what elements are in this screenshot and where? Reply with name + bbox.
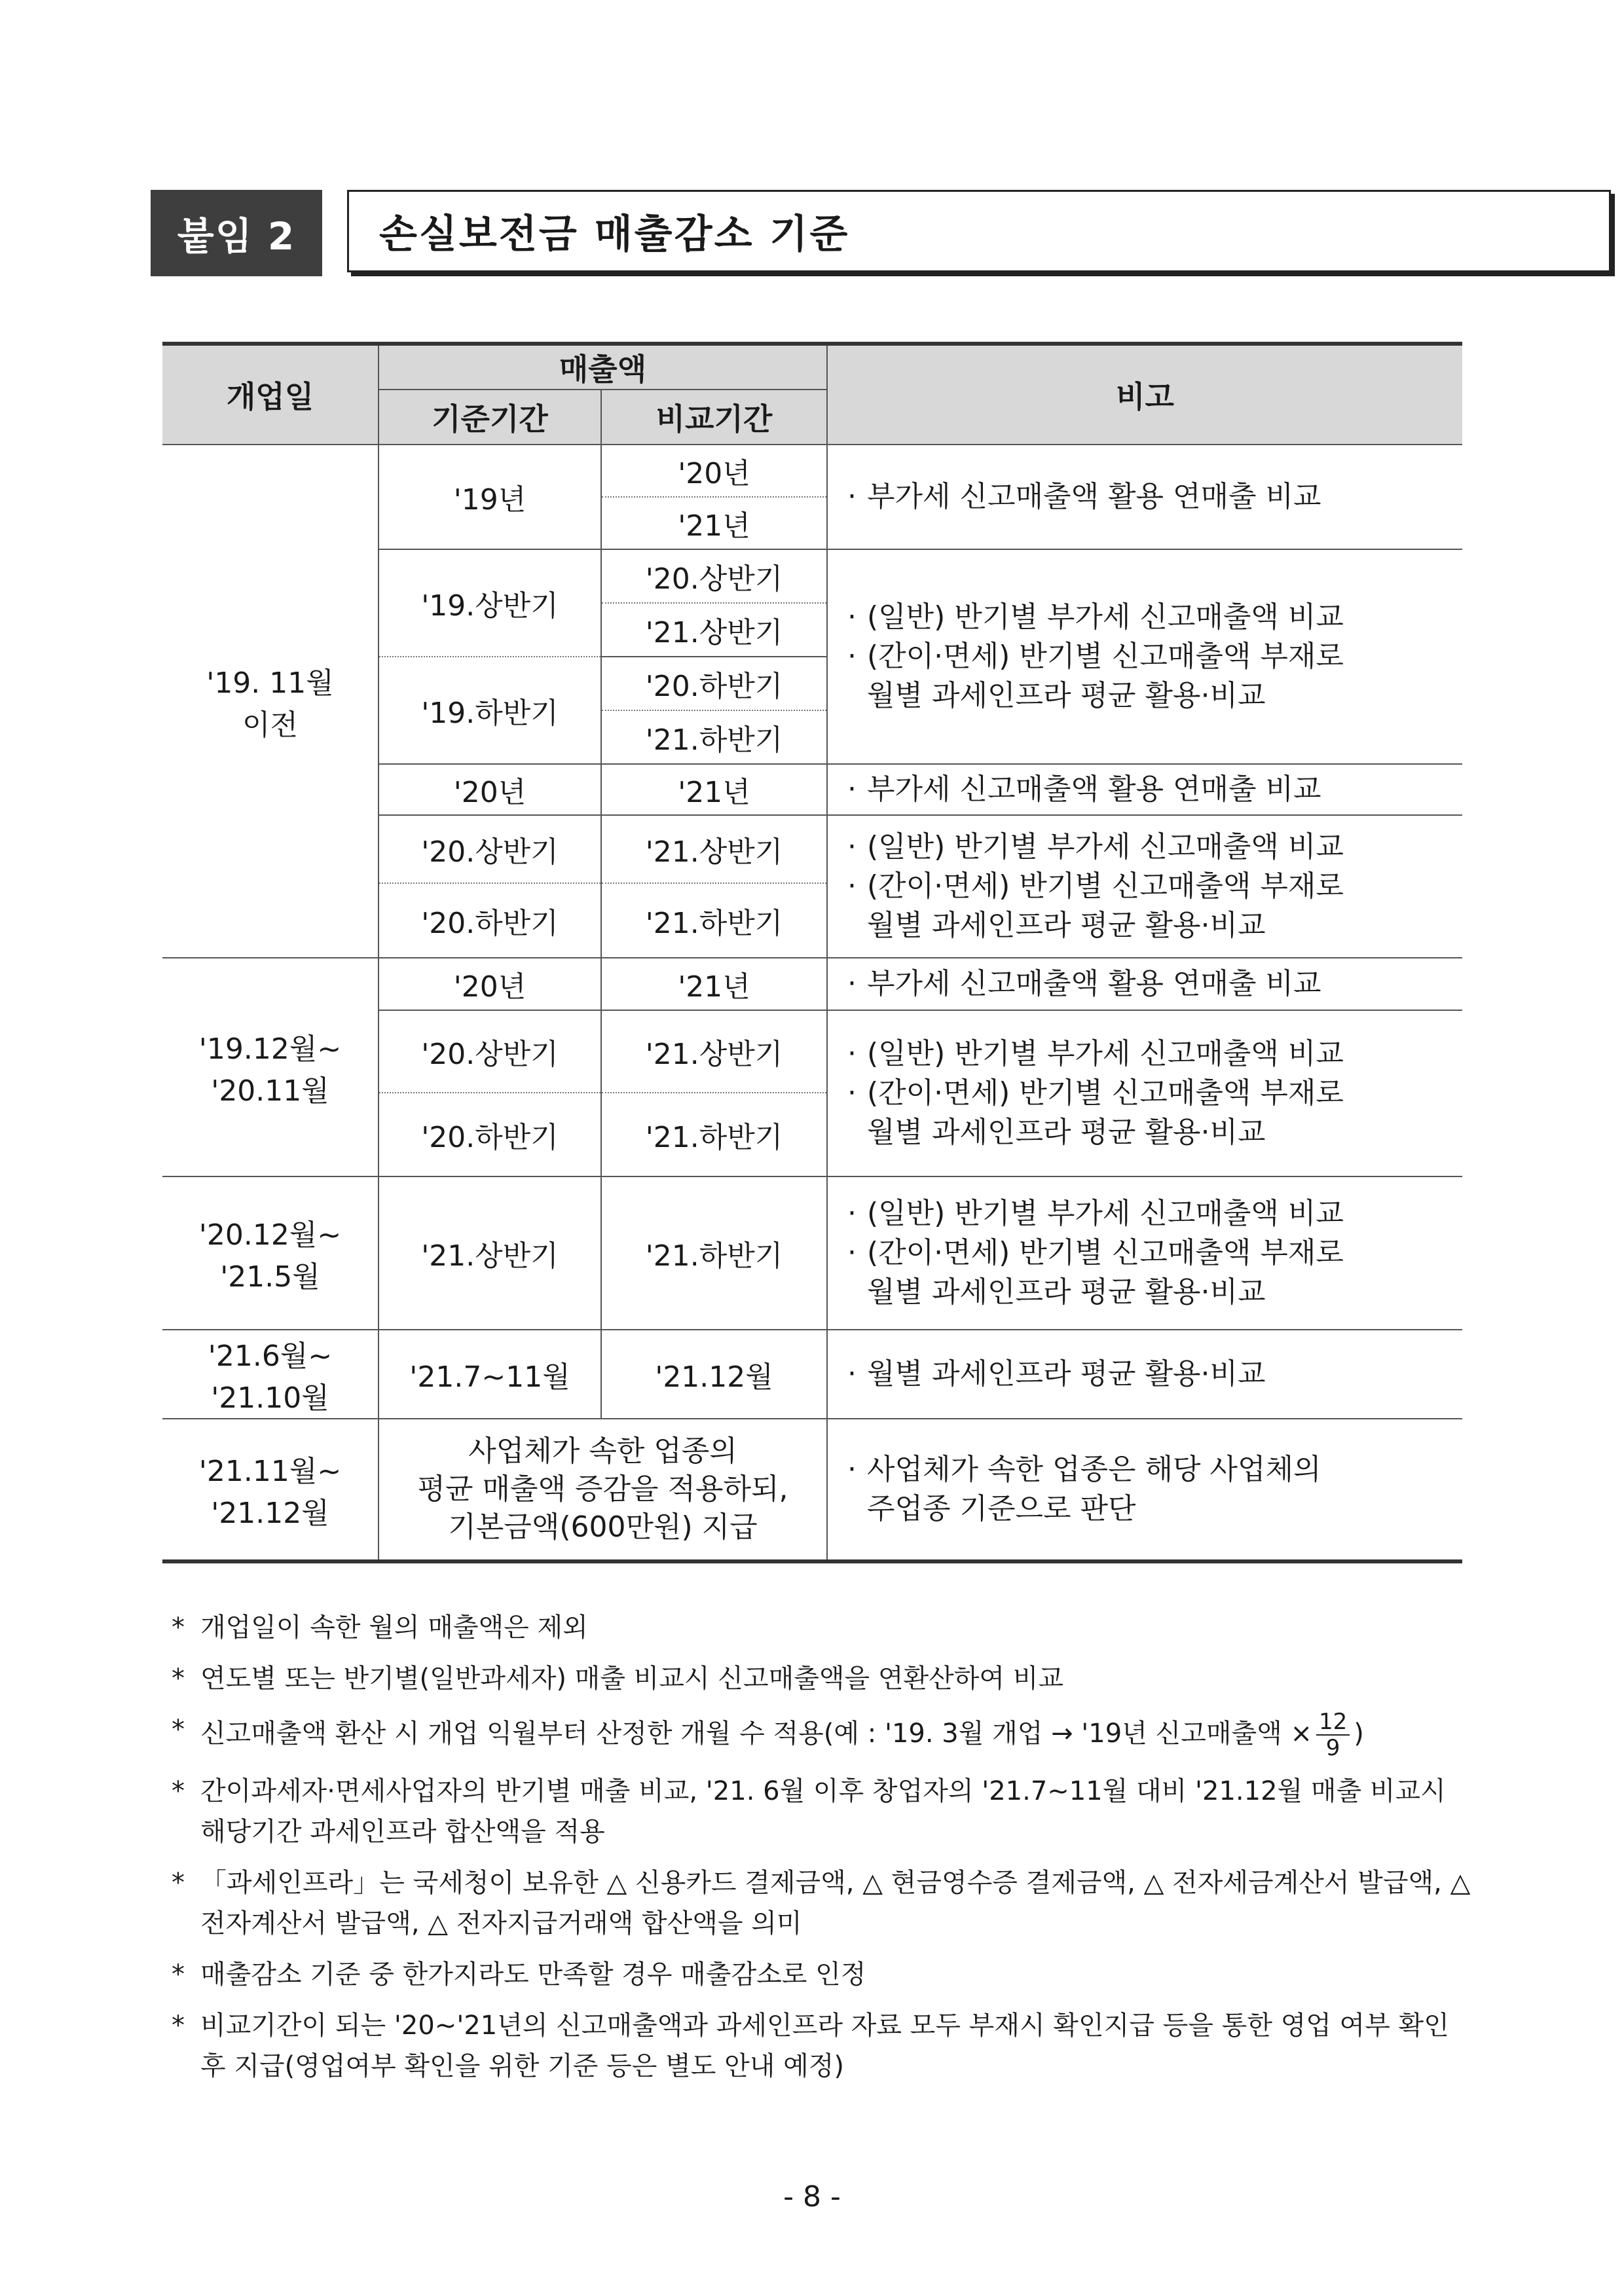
open-date-cell: '20.12월~ '21.5월: [162, 1176, 378, 1330]
base-cell: '19.하반기: [378, 657, 601, 764]
note-cell: · (일반) 반기별 부가세 신고매출액 비교 · (간이·면세) 반기별 신고매출액 부재로 월별 과세인프라 평균 활용·비교: [827, 815, 1462, 958]
note-cell: · 사업체가 속한 업종은 해당 사업체의 주업종 기준으로 판단: [827, 1419, 1462, 1561]
compare-cell: '21.하반기: [601, 883, 827, 958]
compare-cell: '20년: [601, 445, 827, 497]
compare-cell: '21년: [601, 958, 827, 1010]
note-cell: · (일반) 반기별 부가세 신고매출액 비교 · (간이·면세) 반기별 신고매출액 부재로 월별 과세인프라 평균 활용·비교: [827, 1176, 1462, 1330]
table-row: [162, 1330, 1462, 1419]
open-date-cell: '19. 11월 이전: [162, 445, 378, 958]
base-cell: '21.7~11월: [378, 1330, 601, 1419]
note-cell: · 부가세 신고매출액 활용 연매출 비교: [827, 958, 1462, 1010]
footnote: * 개업일이 속한 월의 매출액은 제외: [172, 1613, 588, 1643]
base-cell: '20.상반기: [378, 815, 601, 883]
footnote: * 매출감소 기준 중 한가지라도 만족할 경우 매출감소로 인정: [172, 1959, 866, 1990]
footnote: * 「과세인프라」는 국세청이 보유한 △ 신용카드 결제금액, △ 현금영수증 결제금액, △ 전자세금계산서 발급액, △ 전자계산서 발급액, △ 전자지급거래액 합산액을 의미: [172, 1868, 1471, 1939]
compare-cell: '21.상반기: [601, 815, 827, 883]
base-cell: '19년: [378, 445, 601, 549]
open-date-cell: '19.12월~ '20.11월: [162, 958, 378, 1176]
note-cell: · 부가세 신고매출액 활용 연매출 비교: [827, 764, 1462, 815]
compare-cell: '21.하반기: [601, 710, 827, 764]
footnotes: [172, 1607, 1475, 2097]
attachment-tag: 붙임 2: [151, 190, 322, 276]
col-base-period: 기준기간: [378, 390, 601, 445]
base-cell: '21.상반기: [378, 1176, 601, 1330]
footnote: * 간이과세자·면세사업자의 반기별 매출 비교, '21. 6월 이후 창업자의 '21.7~11월 대비 '21.12월 매출 비교시 해당기간 과세인프라 합산액을 적용: [172, 1776, 1446, 1847]
compare-cell: '21년: [601, 497, 827, 549]
compare-cell: '21.하반기: [601, 1176, 827, 1330]
table-row: [162, 1419, 1462, 1561]
note-cell: · (일반) 반기별 부가세 신고매출액 비교 · (간이·면세) 반기별 신고매출액 부재로 월별 과세인프라 평균 활용·비교: [827, 549, 1462, 764]
open-date-cell: '21.6월~ '21.10월: [162, 1330, 378, 1419]
compare-cell: '21.상반기: [601, 603, 827, 657]
page-title: 손실보전금 매출감소 기준: [347, 190, 1611, 272]
note-cell: · (일반) 반기별 부가세 신고매출액 비교 · (간이·면세) 반기별 신고매출액 부재로 월별 과세인프라 평균 활용·비교: [827, 1010, 1462, 1176]
fraction: $\frac{12}{9}$: [1316, 1709, 1350, 1760]
table-row: [162, 1176, 1462, 1330]
base-cell: '20.상반기: [378, 1010, 601, 1093]
note-cell: · 부가세 신고매출액 활용 연매출 비교: [827, 445, 1462, 549]
compare-cell: '20.하반기: [601, 657, 827, 710]
base-cell: '20년: [378, 764, 601, 815]
compare-cell: '20.상반기: [601, 549, 827, 603]
base-cell: '20.하반기: [378, 883, 601, 958]
table-row: [162, 958, 1462, 1010]
base-cell: '19.상반기: [378, 549, 601, 657]
page-number: - 8 -: [783, 2180, 841, 2214]
compare-cell: '21년: [601, 764, 827, 815]
compare-cell: '21.상반기: [601, 1010, 827, 1093]
open-date-cell: '21.11월~ '21.12월: [162, 1419, 378, 1561]
table-row: [162, 445, 1462, 497]
footnote: * 신고매출액 환산 시 개업 익월부터 산정한 개월 수 적용(예 : '19. 3월 개업 → '19년 신고매출액 × $\frac{12}{9}$ ): [172, 1709, 1364, 1761]
compare-cell: '21.하반기: [601, 1093, 827, 1176]
footnote: * 비교기간이 되는 '20~'21년의 신고매출액과 과세인프라 자료 모두 부재시 확인지급 등을 통한 영업 여부 확인 후 지급(영업여부 확인을 위한 기준 등은 별도 안내 예정): [172, 2011, 1449, 2081]
sales-merged-cell: 사업체가 속한 업종의 평균 매출액 증감을 적용하되, 기본금액(600만원) 지급: [378, 1419, 827, 1561]
base-cell: '20년: [378, 958, 601, 1010]
col-note: 비고: [827, 344, 1462, 445]
col-compare-period: 비교기간: [601, 390, 827, 445]
base-cell: '20.하반기: [378, 1093, 601, 1176]
col-sales: 매출액: [378, 344, 827, 390]
compare-cell: '21.12월: [601, 1330, 827, 1419]
col-open-date: 개업일: [162, 344, 378, 445]
footnote: * 연도별 또는 반기별(일반과세자) 매출 비교시 신고매출액을 연환산하여 비교: [172, 1664, 1064, 1694]
criteria-table: [162, 342, 1462, 1563]
page-header: [151, 190, 1460, 276]
table-header-row: [162, 344, 1462, 390]
note-cell: · 월별 과세인프라 평균 활용·비교: [827, 1330, 1462, 1419]
